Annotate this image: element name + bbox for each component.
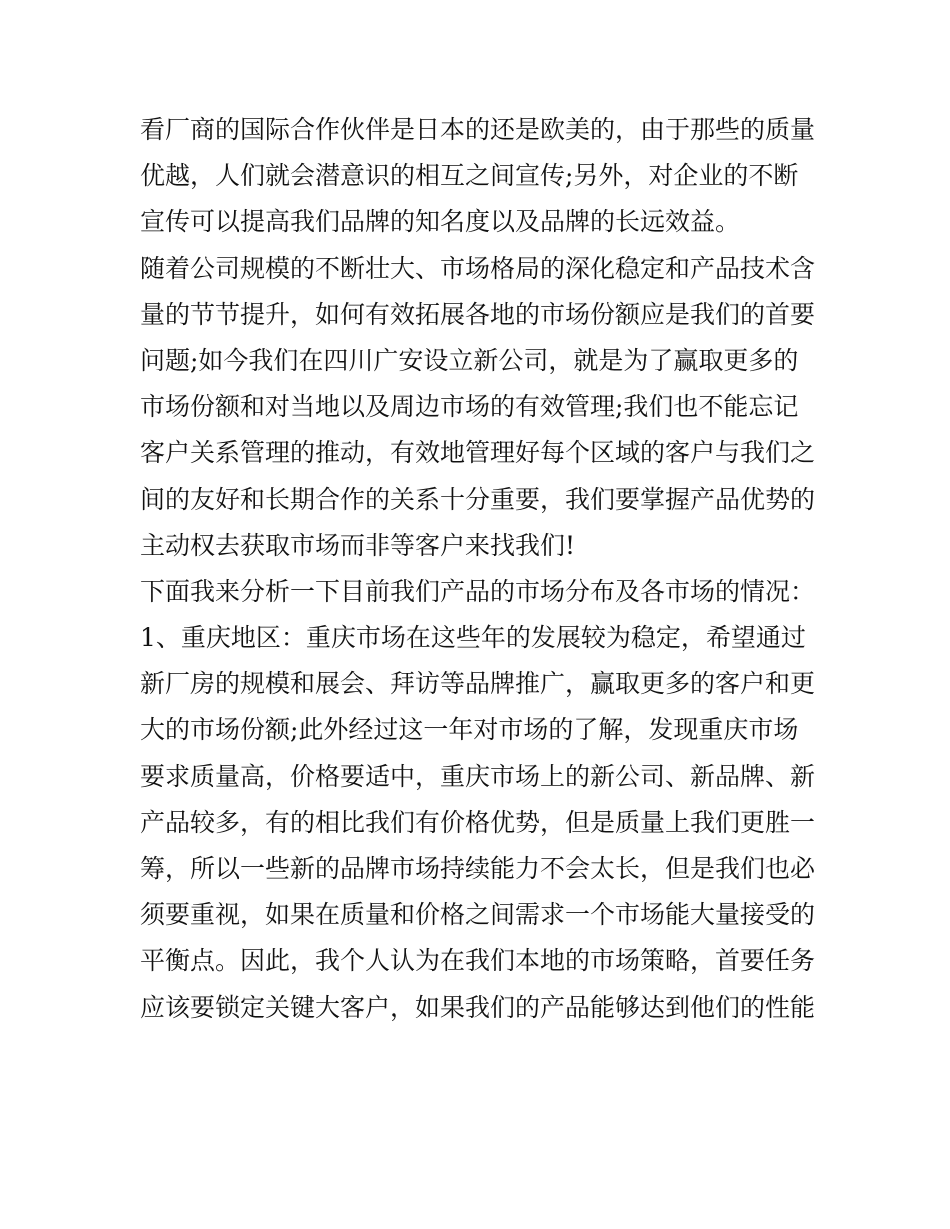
text-line: 下面我来分析一下目前我们产品的市场分布及各市场的情况： [140, 576, 816, 606]
text-line: 平衡点。因此，我个人认为在我们本地的市场策略，首要任务 [140, 946, 816, 976]
text-line: 优越，人们就会潜意识的相互之间宣传;另外，对企业的不断 [140, 161, 799, 191]
text-line: 随着公司规模的不断壮大、市场格局的深化稳定和产品技术含 [140, 253, 816, 283]
text-line: 须要重视，如果在质量和价格之间需求一个市场能大量接受的 [140, 900, 816, 930]
text-line: 问题;如今我们在四川广安设立新公司，就是为了赢取更多的 [140, 345, 799, 375]
text-line: 市场份额和对当地以及周边市场的有效管理;我们也不能忘记 [140, 392, 799, 422]
text-line: 宣传可以提高我们品牌的知名度以及品牌的长远效益。 [140, 207, 741, 237]
text-line: 1、重庆地区：重庆市场在这些年的发展较为稳定，希望通过 [140, 623, 806, 653]
text-line: 应该要锁定关键大客户，如果我们的产品能够达到他们的性能 [140, 992, 816, 1022]
text-line: 新厂房的规模和展会、拜访等品牌推广，赢取更多的客户和更 [140, 669, 816, 699]
text-line: 量的节节提升，如何有效拓展各地的市场份额应是我们的首要 [140, 299, 816, 329]
text-line: 筹，所以一些新的品牌市场持续能力不会太长，但是我们也必 [140, 854, 816, 883]
body-text [140, 107, 820, 1031]
text-line: 间的友好和长期合作的关系十分重要，我们要掌握产品优势的 [140, 484, 816, 514]
text-line: 要求质量高，价格要适中，重庆市场上的新公司、新品牌、新 [140, 761, 816, 791]
text-line: 产品较多，有的相比我们有价格优势，但是质量上我们更胜一 [140, 807, 816, 837]
text-line: 客户关系管理的推动，有效地管理好每个区域的客户与我们之 [140, 438, 816, 468]
text-line: 大的市场份额;此外经过这一年对市场的了解，发现重庆市场 [140, 715, 799, 745]
text-line: 主动权去获取市场而非等客户来找我们! [140, 530, 576, 560]
text-line: 看厂商的国际合作伙伴是日本的还是欧美的，由于那些的质量 [140, 115, 816, 144]
